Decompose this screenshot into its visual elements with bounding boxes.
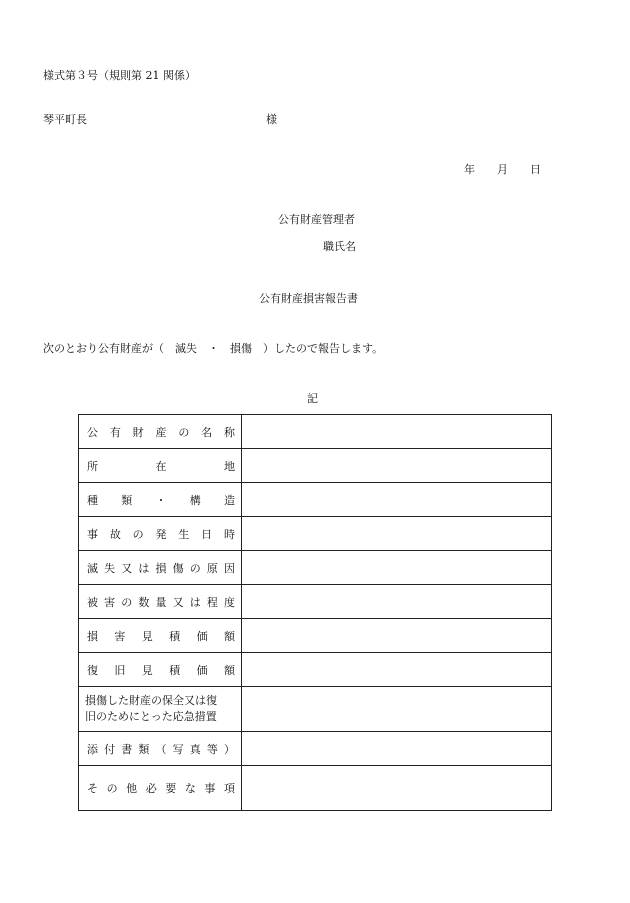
row-label (79, 415, 241, 448)
row-label-char: 産 (155, 425, 167, 439)
table-row (79, 449, 552, 483)
row-label-cell (79, 449, 242, 483)
row-label (79, 687, 241, 731)
row-label-char: ） (224, 742, 235, 756)
row-label-char: 因 (224, 561, 235, 575)
row-label-cell (79, 551, 242, 585)
row-label-cell (79, 585, 242, 619)
row-label-char: 要 (165, 782, 177, 795)
row-label-char: 積 (169, 629, 181, 643)
row-label-char: 生 (178, 527, 190, 541)
row-label-char: 傷 (172, 561, 184, 575)
admin-label: 公有財産管理者 (278, 213, 355, 226)
row-label-char: 真 (189, 742, 201, 756)
row-label-char: 有 (109, 425, 121, 439)
row-label (79, 449, 241, 482)
row-label-char: の (121, 595, 133, 609)
date-year-label: 年 (464, 163, 475, 176)
row-label-char: 付 (104, 742, 116, 756)
row-label-char: の (132, 527, 144, 541)
row-label-cell (79, 732, 242, 766)
row-label-char: 事 (87, 527, 98, 541)
document-title: 公有財産損害報告書 (259, 292, 358, 305)
row-label-char: 類 (138, 742, 150, 756)
row-label-char: の (106, 782, 118, 795)
row-label-char: 発 (155, 527, 167, 541)
row-label-char: （ (155, 742, 167, 756)
row-label-char: 写 (172, 742, 184, 756)
honorific: 様 (266, 113, 277, 126)
row-label-char: 地 (224, 459, 235, 473)
row-label-char: 書 (121, 742, 133, 756)
row-label (79, 483, 241, 516)
row-label-char: ・ (155, 493, 167, 507)
row-label-char: 額 (223, 629, 235, 643)
row-label-cell (79, 483, 242, 517)
row-label-char: 被 (87, 595, 98, 609)
row-label-char: の (178, 425, 190, 439)
date-day-label: 日 (530, 163, 541, 176)
row-label-char: 他 (126, 782, 138, 795)
row-value-field[interactable] (242, 517, 552, 551)
date-line (464, 161, 541, 177)
row-label-char: 程 (206, 595, 218, 609)
row-label-cell (79, 517, 242, 551)
row-label-char: 時 (223, 527, 235, 541)
row-value-field[interactable] (242, 483, 552, 517)
table-row (79, 551, 552, 585)
row-label-cell (79, 619, 242, 653)
row-label-char: 損 (87, 629, 98, 643)
row-label-char: 害 (114, 629, 126, 643)
addressee: 琴平町長 (43, 113, 87, 126)
row-value-field[interactable] (242, 687, 552, 732)
row-label (79, 766, 241, 810)
row-label-char: 故 (109, 527, 121, 541)
row-label-char: 公 (87, 425, 98, 439)
row-label-char: 又 (172, 595, 184, 609)
row-label-char: 項 (223, 782, 235, 795)
row-label-char: 称 (223, 425, 235, 439)
row-label-char: 数 (138, 595, 150, 609)
row-label-line: 損傷した財産の保全又は復 (85, 694, 217, 707)
row-label-char: 日 (201, 527, 213, 541)
row-label-char: 種 (87, 493, 98, 507)
table-row (79, 415, 552, 449)
row-value-field[interactable] (242, 449, 552, 483)
report-table (78, 414, 552, 811)
row-label-char: 見 (141, 629, 153, 643)
row-value-field[interactable] (242, 551, 552, 585)
row-label-char: 積 (169, 663, 181, 677)
row-label-char: 量 (155, 595, 167, 609)
row-label-char: 類 (121, 493, 133, 507)
row-label-char: 造 (224, 493, 235, 507)
row-value-field[interactable] (242, 619, 552, 653)
row-label-char: は (189, 595, 201, 609)
row-label (79, 551, 241, 584)
row-label-char: 額 (223, 663, 235, 677)
row-value-field[interactable] (242, 653, 552, 687)
row-label-char: は (138, 561, 150, 575)
row-label-char: 度 (224, 595, 235, 609)
row-label-cell (79, 653, 242, 687)
date-month-label: 月 (497, 163, 508, 176)
row-label-cell (79, 687, 242, 732)
table-row (79, 653, 552, 687)
row-value-field[interactable] (242, 766, 552, 811)
row-label-char: 旧 (114, 663, 126, 677)
row-value-field[interactable] (242, 585, 552, 619)
note-mark: 記 (307, 392, 318, 405)
row-label-char: 滅 (87, 561, 98, 575)
row-label (79, 517, 241, 550)
table-row (79, 687, 552, 732)
table-row (79, 517, 552, 551)
form-number: 様式第３号（規則第 21 関係） (43, 69, 196, 82)
row-label-char: 添 (87, 742, 98, 756)
table-row (79, 766, 552, 811)
row-label-char: 害 (104, 595, 116, 609)
row-label (79, 732, 241, 765)
row-label-char: 等 (206, 742, 218, 756)
row-label-char: そ (87, 782, 98, 795)
row-label-char: 構 (189, 493, 201, 507)
row-label-char: 復 (87, 663, 98, 677)
table-row (79, 619, 552, 653)
row-label-char: 価 (196, 663, 208, 677)
row-label-char: 原 (206, 561, 218, 575)
row-value-field[interactable] (242, 415, 552, 449)
row-label-char: の (189, 561, 201, 575)
row-label-char: 損 (155, 561, 167, 575)
row-label (79, 585, 241, 618)
table-row (79, 732, 552, 766)
row-label-char: 財 (132, 425, 144, 439)
row-label-char: 見 (141, 663, 153, 677)
row-label-line: 旧のためにとった応急措置 (85, 710, 217, 723)
row-label-char: 名 (201, 425, 213, 439)
row-label-char: 失 (104, 561, 116, 575)
title-name-label: 職氏名 (323, 240, 356, 253)
table-row (79, 483, 552, 517)
row-label-char: 所 (87, 459, 98, 473)
row-label-char: 必 (145, 782, 157, 795)
row-label (79, 619, 241, 652)
row-value-field[interactable] (242, 732, 552, 766)
row-label-cell (79, 415, 242, 449)
row-label-char: 価 (196, 629, 208, 643)
table-row (79, 585, 552, 619)
row-label-char: 事 (204, 782, 216, 795)
row-label-char: 在 (155, 459, 167, 473)
row-label-cell (79, 766, 242, 811)
report-statement: 次のとおり公有財産が（ 滅失 ・ 損傷 ）したので報告します。 (43, 342, 384, 355)
row-label (79, 653, 241, 686)
row-label-char: 又 (121, 561, 133, 575)
row-label-char: な (184, 782, 196, 795)
